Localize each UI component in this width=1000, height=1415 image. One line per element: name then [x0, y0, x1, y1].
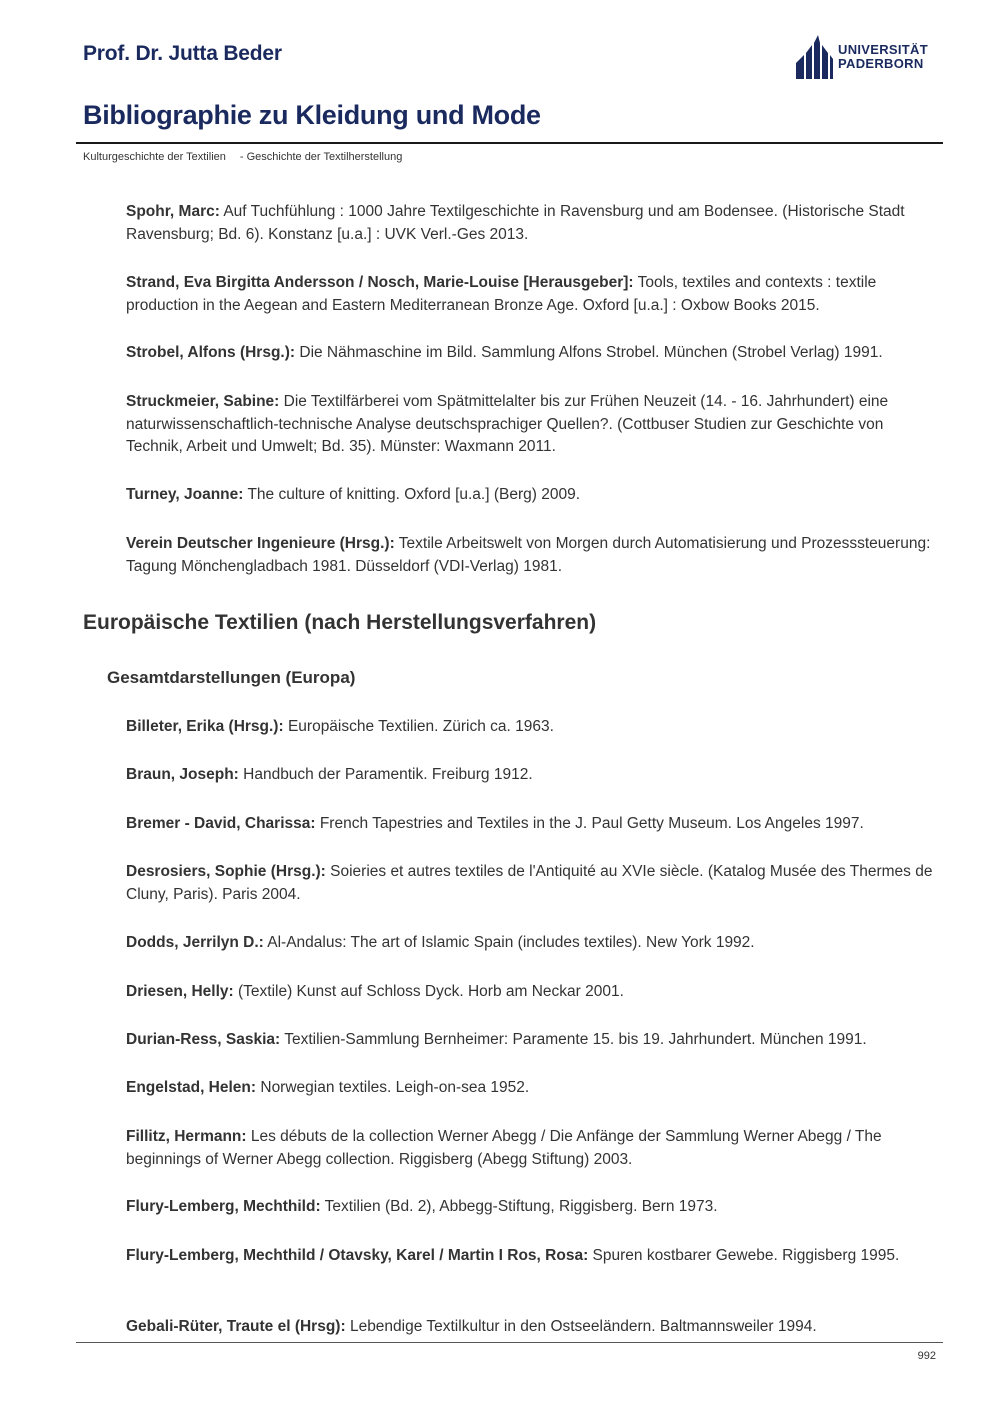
bibliography-entry — [126, 764, 936, 787]
entry-citation: Handbuch der Paramentik. Freiburg 1912. — [238, 766, 533, 783]
header-divider — [76, 142, 943, 144]
bibliography-entry — [126, 1126, 936, 1171]
bibliography-entry — [126, 1245, 936, 1268]
breadcrumb — [83, 151, 402, 163]
entry-citation: (Textile) Kunst auf Schloss Dyck. Horb am Neckar 2001. — [233, 983, 624, 1000]
entry-author: Durian-Ress, Saskia: — [126, 1031, 281, 1048]
bibliography-entry — [126, 716, 936, 739]
page-number: 992 — [917, 1350, 936, 1362]
entry-citation: Spuren kostbarer Gewebe. Riggisberg 1995. — [588, 1247, 900, 1264]
entry-citation: Norwegian textiles. Leigh-on-sea 1952. — [256, 1079, 530, 1096]
subsection-heading: Gesamtdarstellungen (Europa) — [107, 668, 356, 687]
entry-author: Struckmeier, Sabine: — [126, 393, 280, 410]
entry-citation: French Tapestries and Textiles in the J. Paul Getty Museum. Los Angeles 1997. — [315, 815, 864, 832]
entry-citation: Les débuts de la collection Werner Abegg / Die Anfänge der Sammlung Werner Abegg / The beginnings of Werner Abegg collection. Riggisberg (Abegg Stiftung) 2003. — [126, 1128, 882, 1168]
bibliography-entry — [126, 861, 936, 906]
entry-author: Fillitz, Hermann: — [126, 1128, 247, 1145]
entry-citation: Tools, textiles and contexts : textile production in the Aegean and Eastern Mediterranean Bronze Age. Oxford [u.a.] : Oxbow Books 2015. — [126, 274, 877, 314]
entry-author: Dodds, Jerrilyn D.: — [126, 934, 264, 951]
entry-author: Verein Deutscher Ingenieure (Hrsg.): — [126, 535, 395, 552]
entry-citation: The culture of knitting. Oxford [u.a.] (Berg) 2009. — [243, 486, 581, 503]
logo-line-1: UNIVERSITÄT — [838, 42, 928, 57]
entry-author: Strand, Eva Birgitta Andersson / Nosch, Marie-Louise [Herausgeber]: — [126, 274, 634, 291]
bibliography-entry — [126, 391, 936, 459]
university-logo-icon — [794, 33, 834, 81]
university-logo-text — [838, 43, 928, 71]
entry-author: Spohr, Marc: — [126, 203, 220, 220]
entry-citation: Lebendige Textilkultur in den Ostseeländern. Baltmannsweiler 1994. — [345, 1318, 817, 1335]
university-logo — [794, 32, 934, 82]
entry-citation: Textilien-Sammlung Bernheimer: Paramente 15. bis 19. Jahrhundert. München 1991. — [280, 1031, 867, 1048]
entry-citation: Die Textilfärberei vom Spätmittelalter bis zur Frühen Neuzeit (14. - 16. Jahrhundert) eine naturwissenschaftlich-technische Analyse deutschsprachiger Quellen?. (Cottbuser Studien zur Geschichte von Technik, Arbeit und Umwelt; Bd. 35). Münster: Waxmann 2011. — [126, 393, 889, 455]
entry-author: Strobel, Alfons (Hrsg.): — [126, 344, 296, 361]
entry-citation: Europäische Textilien. Zürich ca. 1963. — [283, 718, 554, 735]
bibliography-entry — [126, 342, 936, 365]
entry-author: Braun, Joseph: — [126, 766, 239, 783]
bibliography-entry — [126, 932, 936, 955]
breadcrumb-item: - Geschichte der Textilherstellung — [239, 151, 403, 163]
bibliography-entry — [126, 1029, 936, 1052]
bibliography-entry — [126, 1196, 936, 1219]
breadcrumb-item: Kulturgeschichte der Textilien — [83, 151, 226, 163]
entry-author: Gebali-Rüter, Traute el (Hrsg): — [126, 1318, 346, 1335]
logo-line-2: PADERBORN — [838, 56, 924, 71]
footer-divider — [76, 1342, 943, 1343]
entry-author: Bremer - David, Charissa: — [126, 815, 316, 832]
bibliography-entry — [126, 1077, 936, 1100]
bibliography-entry — [126, 1316, 936, 1339]
entry-author: Flury-Lemberg, Mechthild: — [126, 1198, 321, 1215]
entry-author: Driesen, Helly: — [126, 983, 234, 1000]
entry-citation: Textilien (Bd. 2), Abbegg-Stiftung, Riggisberg. Bern 1973. — [320, 1198, 718, 1215]
entry-author: Billeter, Erika (Hrsg.): — [126, 718, 284, 735]
entry-author: Desrosiers, Sophie (Hrsg.): — [126, 863, 326, 880]
bibliography-entry — [126, 201, 936, 246]
entry-citation: Soieries et autres textiles de l'Antiquité au XVIe siècle. (Katalog Musée des Thermes de Cluny, Paris). Paris 2004. — [126, 863, 933, 903]
author-name: Prof. Dr. Jutta Beder — [83, 42, 282, 65]
bibliography-entry — [126, 981, 936, 1004]
bibliography-entry — [126, 533, 936, 578]
entry-citation: Die Nähmaschine im Bild. Sammlung Alfons Strobel. München (Strobel Verlag) 1991. — [295, 344, 883, 361]
bibliography-entry — [126, 484, 936, 507]
bibliography-entry — [126, 272, 936, 317]
bibliography-entry — [126, 813, 936, 836]
entry-author: Turney, Joanne: — [126, 486, 244, 503]
entry-citation: Auf Tuchfühlung : 1000 Jahre Textilgeschichte in Ravensburg und am Bodensee. (Historische Stadt Ravensburg; Bd. 6). Konstanz [u.a.] : UVK Verl.-Ges 2013. — [126, 203, 905, 243]
entry-citation: Textile Arbeitswelt von Morgen durch Automatisierung und Prozesssteuerung: Tagung Mönchengladbach 1981. Düsseldorf (VDI-Verlag) 1981. — [126, 535, 931, 575]
document-title: Bibliographie zu Kleidung und Mode — [83, 100, 541, 130]
entry-author: Flury-Lemberg, Mechthild / Otavsky, Karel / Martin I Ros, Rosa: — [126, 1247, 589, 1264]
entry-author: Engelstad, Helen: — [126, 1079, 257, 1096]
entry-citation: Al-Andalus: The art of Islamic Spain (includes textiles). New York 1992. — [263, 934, 755, 951]
section-heading: Europäische Textilien (nach Herstellungsverfahren) — [83, 611, 597, 634]
